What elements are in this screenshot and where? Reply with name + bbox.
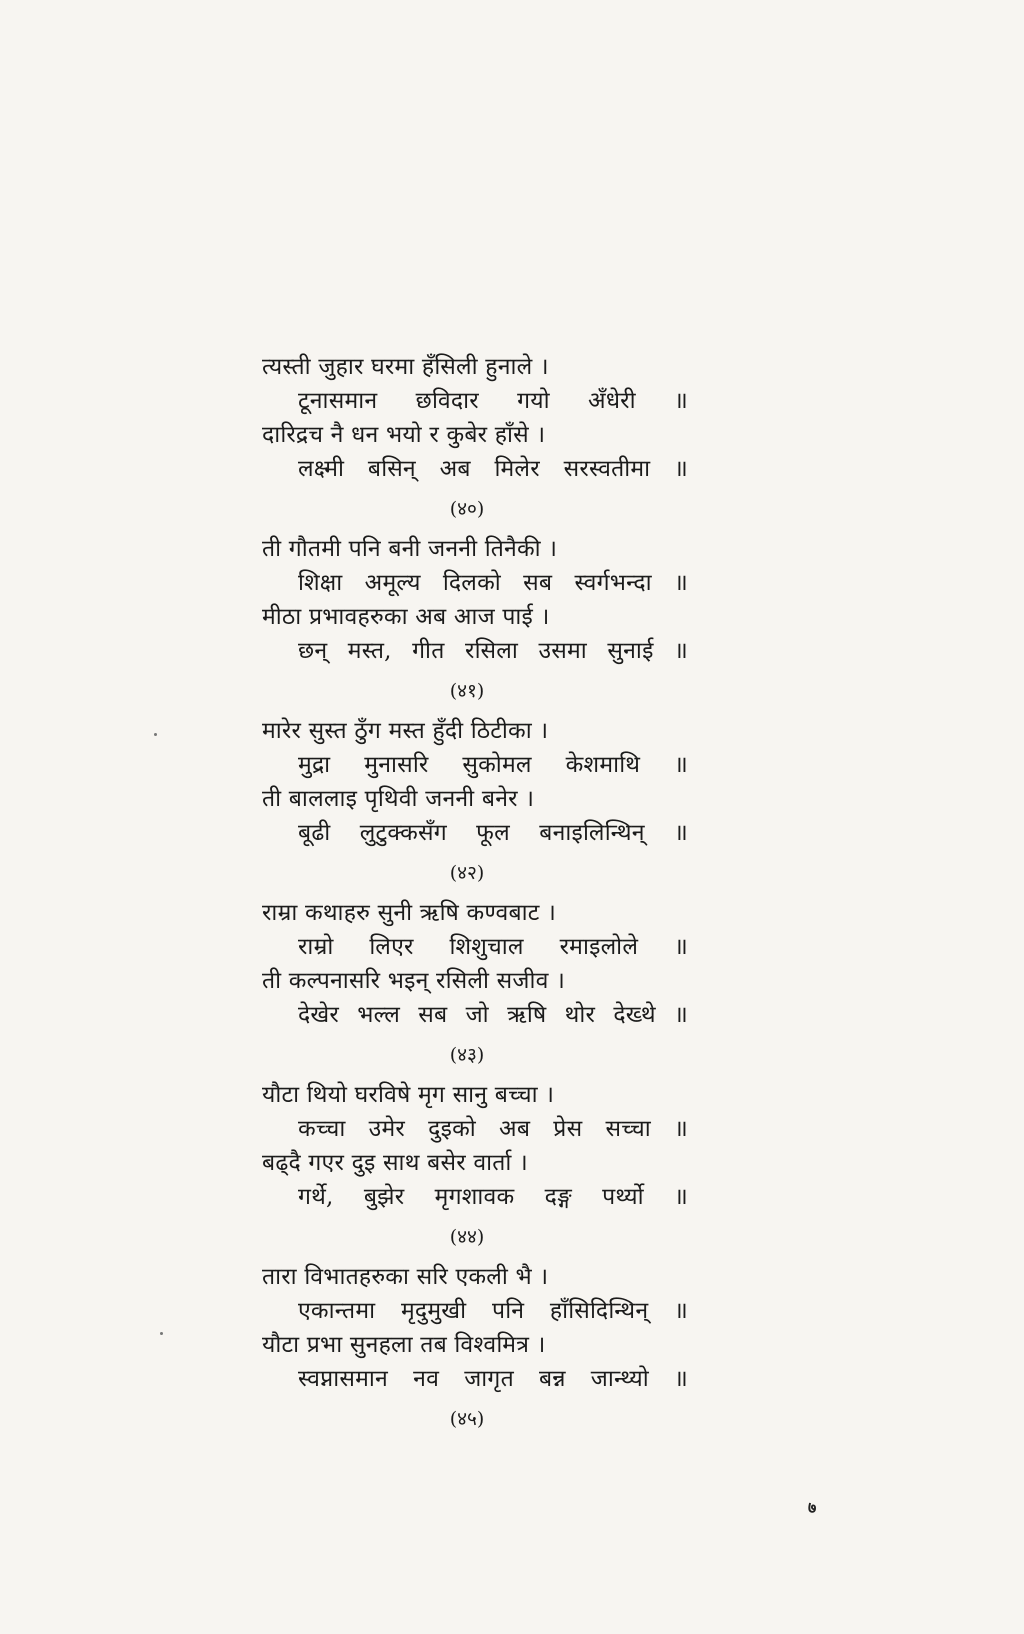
page-folio: ७ <box>808 1498 817 1517</box>
verse-line: टूनासमान छविदार गयो अँधेरी ॥ <box>298 388 688 414</box>
verse-line: मीठा प्रभावहरुका अब आज पाई । <box>262 604 550 630</box>
paper-speck <box>154 733 157 736</box>
verse-line: मारेर सुस्त ठुँग मस्त हुँदी ठिटीका । <box>262 718 549 744</box>
verse-line: तारा विभातहरुका सरि एकली भै । <box>262 1264 549 1290</box>
verse-line: त्यस्ती जुहार घरमा हँसिली हुनाले । <box>262 354 549 380</box>
verse-line: शिक्षा अमूल्य दिलको सब स्वर्गभन्दा ॥ <box>298 570 688 596</box>
stanza-number: (४५) <box>449 1408 485 1430</box>
stanza-41 <box>262 532 702 714</box>
verse-line: यौटा थियो घरविषे मृग सानु बच्चा । <box>262 1082 555 1108</box>
verse-line: एकान्तमा मृदुमुखी पनि हाँसिदिन्थिन् ॥ <box>298 1298 688 1324</box>
verse-line: बूढी लुटुक्कसँग फूल बनाइलिन्थिन् ॥ <box>298 820 688 846</box>
stanza-number: (४३) <box>449 1044 485 1066</box>
verse-line: राम्रा कथाहरु सुनी ऋषि कण्वबाट । <box>262 900 557 926</box>
stanza-43 <box>262 896 702 1078</box>
verse-line: यौटा प्रभा सुनहला तब विश्वमित्र । <box>262 1332 546 1358</box>
verse-line: राम्रो लिएर शिशुचाल रमाइलोले ॥ <box>298 934 688 960</box>
verse-line: छन् मस्त, गीत रसिला उसमा सुनाई ॥ <box>298 638 688 664</box>
stanza-number: (४२) <box>449 862 485 884</box>
stanza-44 <box>262 1078 702 1260</box>
stanza-40 <box>262 350 702 532</box>
verse-line: ती बाललाइ पृथिवी जननी बनेर । <box>262 786 535 812</box>
verse-line: कच्चा उमेर दुइको अब प्रेस सच्चा ॥ <box>298 1116 688 1142</box>
stanza-45 <box>262 1260 702 1442</box>
verse-line: मुद्रा मुनासरि सुकोमल केशमाथि ॥ <box>298 752 688 778</box>
verse-block <box>262 350 702 1442</box>
verse-line: लक्ष्मी बसिन् अब मिलेर सरस्वतीमा ॥ <box>298 456 688 482</box>
paper-speck <box>160 1332 163 1335</box>
verse-line: स्वप्नासमान नव जागृत बन्न जान्थ्यो ॥ <box>298 1366 688 1392</box>
verse-line: देखेर भल्ल सब जो ऋषि थोर देख्थे ॥ <box>298 1002 688 1028</box>
verse-line: गर्थे, बुझेर मृगशावक दङ्ग पर्थ्यो ॥ <box>298 1184 688 1210</box>
stanza-number: (४०) <box>449 498 485 520</box>
stanza-number: (४४) <box>449 1226 485 1248</box>
verse-line: ती गौतमी पनि बनी जननी तिनैकी । <box>262 536 558 562</box>
verse-line: दारिद्रच नै धन भयो र कुबेर हाँसे । <box>262 422 546 448</box>
stanza-number: (४१) <box>449 680 485 702</box>
verse-line: बढ्दै गएर दुइ साथ बसेर वार्ता । <box>262 1150 528 1176</box>
stanza-42 <box>262 714 702 896</box>
verse-line: ती कल्पनासरि भइन् रसिली सजीव । <box>262 968 566 994</box>
